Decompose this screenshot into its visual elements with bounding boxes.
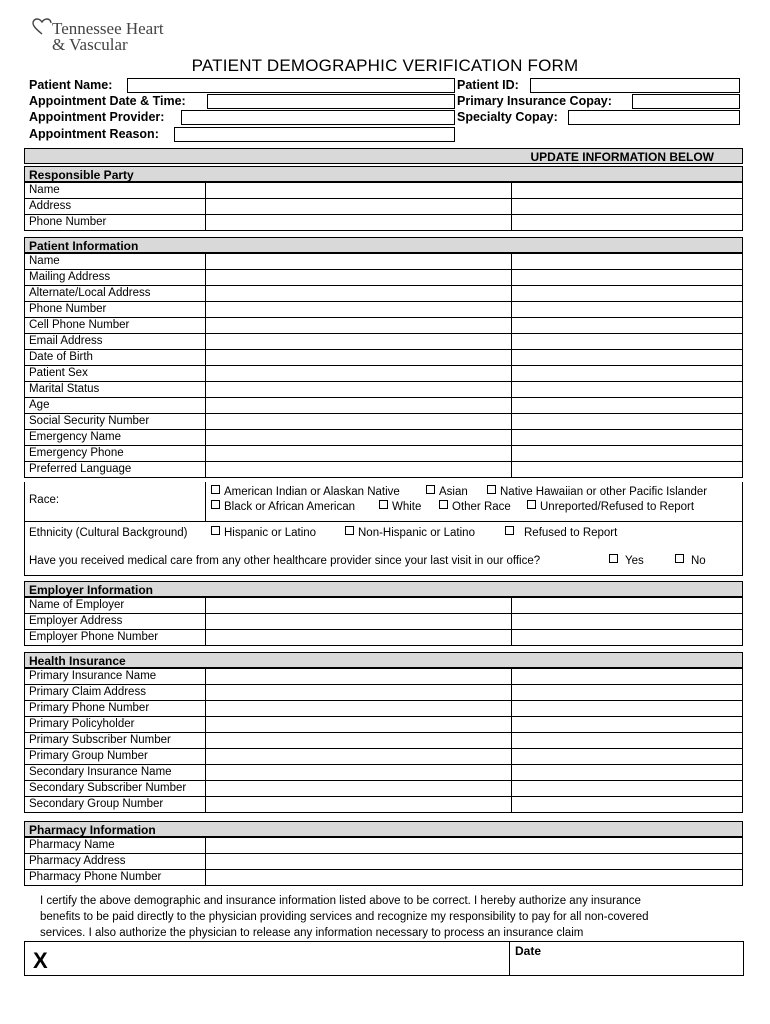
input-cell[interactable] bbox=[206, 462, 512, 478]
input-cell[interactable] bbox=[512, 183, 743, 199]
row-label: Primary Claim Address bbox=[25, 685, 206, 701]
table-row bbox=[25, 870, 743, 886]
input-cell[interactable] bbox=[206, 838, 743, 854]
pharmacy-info-header bbox=[24, 821, 743, 837]
row-label: Emergency Phone bbox=[25, 446, 206, 462]
input-cell[interactable] bbox=[206, 765, 512, 781]
table-row bbox=[25, 366, 743, 382]
row-label: Address bbox=[25, 199, 206, 215]
checkbox-icon[interactable] bbox=[487, 485, 496, 494]
row-label: Name bbox=[25, 254, 206, 270]
race-option-asian[interactable]: Asian bbox=[426, 485, 468, 500]
input-cell[interactable] bbox=[512, 366, 743, 382]
certification-text bbox=[40, 893, 730, 941]
row-label: Secondary Subscriber Number bbox=[25, 781, 206, 797]
row-label: Date of Birth bbox=[25, 350, 206, 366]
input-cell[interactable] bbox=[206, 733, 512, 749]
responsible-party-table bbox=[24, 182, 743, 231]
input-cell[interactable] bbox=[512, 215, 743, 231]
certification-line-2: benefits to be paid directly to the physician providing services and recognize my responsibility to pay for all non-covered bbox=[40, 911, 649, 923]
table-row bbox=[25, 797, 743, 813]
row-label: Pharmacy Name bbox=[25, 838, 206, 854]
logo bbox=[32, 16, 192, 56]
input-cell[interactable] bbox=[512, 350, 743, 366]
input-cell[interactable] bbox=[206, 199, 512, 215]
table-row bbox=[25, 462, 743, 478]
input-cell[interactable] bbox=[512, 717, 743, 733]
patient-info-title: Patient Information bbox=[29, 239, 139, 253]
health-insurance-header bbox=[24, 652, 743, 668]
certification-line-3: services. I also authorize the physician to release any information necessary to process an insurance claim bbox=[40, 927, 584, 939]
table-row bbox=[25, 270, 743, 286]
input-cell[interactable] bbox=[206, 717, 512, 733]
race-option-black[interactable]: Black or African American bbox=[211, 500, 355, 515]
row-label: Primary Policyholder bbox=[25, 717, 206, 733]
input-cell[interactable] bbox=[206, 350, 512, 366]
input-cell[interactable] bbox=[206, 685, 512, 701]
update-banner-label: UPDATE INFORMATION BELOW bbox=[530, 150, 714, 164]
input-cell[interactable] bbox=[512, 398, 743, 414]
appointment-datetime-label: Appointment Date & Time: bbox=[29, 94, 186, 108]
ethnicity-option-refused[interactable]: Refused to Report bbox=[505, 526, 617, 541]
checkbox-icon[interactable] bbox=[211, 500, 220, 509]
table-row bbox=[25, 183, 743, 199]
input-cell[interactable] bbox=[512, 286, 743, 302]
patient-info-header bbox=[24, 237, 743, 253]
input-cell[interactable] bbox=[206, 797, 512, 813]
table-row bbox=[25, 215, 743, 231]
input-cell[interactable] bbox=[512, 199, 743, 215]
table-row bbox=[25, 630, 743, 646]
input-cell[interactable] bbox=[512, 414, 743, 430]
row-label: Secondary Insurance Name bbox=[25, 765, 206, 781]
race-option-native-hawaiian[interactable]: Native Hawaiian or other Pacific Islander bbox=[487, 485, 707, 500]
responsible-party-header bbox=[24, 166, 743, 182]
checkbox-icon[interactable] bbox=[675, 554, 684, 563]
certification-line-1: I certify the above demographic and insurance information listed above to be correct. I hereby authorize any insurance bbox=[40, 895, 641, 907]
table-row bbox=[25, 302, 743, 318]
patient-info-table bbox=[24, 253, 743, 478]
appointment-provider-label: Appointment Provider: bbox=[29, 110, 165, 124]
row-label: Name bbox=[25, 183, 206, 199]
row-label: Primary Group Number bbox=[25, 749, 206, 765]
table-row bbox=[25, 350, 743, 366]
health-insurance-title: Health Insurance bbox=[29, 654, 126, 668]
input-cell[interactable] bbox=[512, 669, 743, 685]
table-row bbox=[25, 382, 743, 398]
input-cell[interactable] bbox=[512, 334, 743, 350]
specialty-copay-field[interactable] bbox=[568, 110, 740, 125]
row-label: Secondary Group Number bbox=[25, 797, 206, 813]
input-cell[interactable] bbox=[206, 183, 512, 199]
input-cell[interactable] bbox=[206, 286, 512, 302]
care-question: Have you received medical care from any other healthcare provider since your last visit in our office? bbox=[29, 555, 541, 567]
logo-line-1: Tennessee Heart bbox=[52, 19, 164, 38]
input-cell[interactable] bbox=[512, 685, 743, 701]
table-row bbox=[25, 598, 743, 614]
care-no-option[interactable]: No bbox=[675, 554, 706, 569]
race-bottom-line bbox=[24, 521, 743, 522]
row-label: Phone Number bbox=[25, 302, 206, 318]
row-label: Phone Number bbox=[25, 215, 206, 231]
responsible-party-title: Responsible Party bbox=[29, 168, 134, 182]
input-cell[interactable] bbox=[206, 382, 512, 398]
input-cell[interactable] bbox=[206, 270, 512, 286]
table-row bbox=[25, 669, 743, 685]
appointment-reason-field[interactable] bbox=[174, 127, 455, 142]
table-row bbox=[25, 749, 743, 765]
checkbox-icon[interactable] bbox=[527, 500, 536, 509]
row-label: Social Security Number bbox=[25, 414, 206, 430]
row-label: Marital Status bbox=[25, 382, 206, 398]
checkbox-icon[interactable] bbox=[426, 485, 435, 494]
table-row bbox=[25, 717, 743, 733]
table-row bbox=[25, 733, 743, 749]
table-row bbox=[25, 430, 743, 446]
care-yes-option[interactable]: Yes bbox=[609, 554, 644, 569]
checkbox-icon[interactable] bbox=[211, 485, 220, 494]
checkbox-icon[interactable] bbox=[439, 500, 448, 509]
input-cell[interactable] bbox=[512, 254, 743, 270]
input-cell[interactable] bbox=[512, 270, 743, 286]
row-label: Alternate/Local Address bbox=[25, 286, 206, 302]
input-cell[interactable] bbox=[512, 446, 743, 462]
input-cell[interactable] bbox=[206, 215, 512, 231]
patient-name-field[interactable] bbox=[127, 78, 455, 93]
input-cell[interactable] bbox=[512, 430, 743, 446]
row-label: Cell Phone Number bbox=[25, 318, 206, 334]
input-cell[interactable] bbox=[206, 749, 512, 765]
employer-info-header bbox=[24, 581, 743, 597]
row-label: Primary Insurance Name bbox=[25, 669, 206, 685]
input-cell[interactable] bbox=[206, 302, 512, 318]
table-row bbox=[25, 446, 743, 462]
input-cell[interactable] bbox=[206, 430, 512, 446]
ethnicity-label: Ethnicity (Cultural Background) bbox=[29, 527, 188, 539]
table-row bbox=[25, 765, 743, 781]
input-cell[interactable] bbox=[512, 598, 743, 614]
row-label: Age bbox=[25, 398, 206, 414]
date-label: Date bbox=[515, 944, 542, 958]
table-row bbox=[25, 199, 743, 215]
input-cell[interactable] bbox=[512, 382, 743, 398]
heart-icon bbox=[32, 18, 52, 36]
input-cell[interactable] bbox=[512, 733, 743, 749]
table-row bbox=[25, 854, 743, 870]
input-cell[interactable] bbox=[512, 765, 743, 781]
input-cell[interactable] bbox=[206, 630, 512, 646]
input-cell[interactable] bbox=[206, 854, 743, 870]
row-label: Employer Address bbox=[25, 614, 206, 630]
employer-info-title: Employer Information bbox=[29, 583, 154, 597]
table-row bbox=[25, 781, 743, 797]
input-cell[interactable] bbox=[512, 302, 743, 318]
pharmacy-info-title: Pharmacy Information bbox=[29, 823, 156, 837]
table-row bbox=[25, 701, 743, 717]
row-label: Primary Phone Number bbox=[25, 701, 206, 717]
input-cell[interactable] bbox=[512, 318, 743, 334]
input-cell[interactable] bbox=[206, 781, 512, 797]
table-row bbox=[25, 685, 743, 701]
checkbox-icon[interactable] bbox=[505, 526, 514, 535]
race-option-white[interactable]: White bbox=[379, 500, 421, 515]
patient-id-label: Patient ID: bbox=[457, 78, 519, 92]
ethnicity-option-non-hispanic[interactable]: Non-Hispanic or Latino bbox=[345, 526, 475, 541]
input-cell[interactable] bbox=[206, 614, 512, 630]
input-cell[interactable] bbox=[512, 630, 743, 646]
input-cell[interactable] bbox=[206, 398, 512, 414]
input-cell[interactable] bbox=[512, 749, 743, 765]
table-row bbox=[25, 398, 743, 414]
row-label: Preferred Language bbox=[25, 462, 206, 478]
race-divider bbox=[205, 482, 206, 522]
race-label: Race: bbox=[29, 494, 60, 506]
patient-name-label: Patient Name: bbox=[29, 78, 113, 92]
input-cell[interactable] bbox=[206, 598, 512, 614]
input-cell[interactable] bbox=[206, 254, 512, 270]
row-label: Mailing Address bbox=[25, 270, 206, 286]
race-option-unreported[interactable]: Unreported/Refused to Report bbox=[527, 500, 694, 515]
health-insurance-table bbox=[24, 668, 743, 813]
row-label: Patient Sex bbox=[25, 366, 206, 382]
primary-copay-field[interactable] bbox=[632, 94, 740, 109]
input-cell[interactable] bbox=[206, 366, 512, 382]
input-cell[interactable] bbox=[206, 334, 512, 350]
input-cell[interactable] bbox=[512, 797, 743, 813]
race-option-other[interactable]: Other Race bbox=[439, 500, 511, 515]
signature-box[interactable] bbox=[24, 941, 744, 976]
input-cell[interactable] bbox=[206, 701, 512, 717]
input-cell[interactable] bbox=[206, 318, 512, 334]
row-label: Employer Phone Number bbox=[25, 630, 206, 646]
row-label: Primary Subscriber Number bbox=[25, 733, 206, 749]
table-row bbox=[25, 334, 743, 350]
employer-info-table bbox=[24, 597, 743, 646]
table-row bbox=[25, 286, 743, 302]
specialty-copay-label: Specialty Copay: bbox=[457, 110, 558, 124]
table-row bbox=[25, 318, 743, 334]
page-title: PATIENT DEMOGRAPHIC VERIFICATION FORM bbox=[191, 56, 579, 75]
checkbox-icon[interactable] bbox=[609, 554, 618, 563]
row-label: Email Address bbox=[25, 334, 206, 350]
patient-id-field[interactable] bbox=[530, 78, 740, 93]
signature-x-mark: X bbox=[33, 948, 48, 973]
primary-copay-label: Primary Insurance Copay: bbox=[457, 94, 612, 108]
checkbox-icon[interactable] bbox=[211, 526, 220, 535]
input-cell[interactable] bbox=[512, 614, 743, 630]
signature-divider bbox=[509, 942, 510, 975]
input-cell[interactable] bbox=[206, 870, 743, 886]
input-cell[interactable] bbox=[206, 414, 512, 430]
table-row bbox=[25, 414, 743, 430]
row-label: Emergency Name bbox=[25, 430, 206, 446]
ethnicity-option-hispanic[interactable]: Hispanic or Latino bbox=[211, 526, 316, 541]
pharmacy-info-table bbox=[24, 837, 743, 886]
table-row bbox=[25, 614, 743, 630]
input-cell[interactable] bbox=[206, 669, 512, 685]
row-label: Pharmacy Phone Number bbox=[25, 870, 206, 886]
input-cell[interactable] bbox=[512, 462, 743, 478]
update-banner bbox=[24, 148, 743, 164]
row-label: Pharmacy Address bbox=[25, 854, 206, 870]
appointment-datetime-field[interactable] bbox=[207, 94, 455, 109]
input-cell[interactable] bbox=[512, 701, 743, 717]
appointment-provider-field[interactable] bbox=[181, 110, 455, 125]
checkbox-icon[interactable] bbox=[345, 526, 354, 535]
table-row bbox=[25, 838, 743, 854]
input-cell[interactable] bbox=[206, 446, 512, 462]
checkbox-icon[interactable] bbox=[379, 500, 388, 509]
row-label: Name of Employer bbox=[25, 598, 206, 614]
appointment-reason-label: Appointment Reason: bbox=[29, 127, 159, 141]
input-cell[interactable] bbox=[512, 781, 743, 797]
race-option-american-indian[interactable]: American Indian or Alaskan Native bbox=[211, 485, 400, 500]
logo-line-2: & Vascular bbox=[52, 35, 128, 54]
table-row bbox=[25, 254, 743, 270]
